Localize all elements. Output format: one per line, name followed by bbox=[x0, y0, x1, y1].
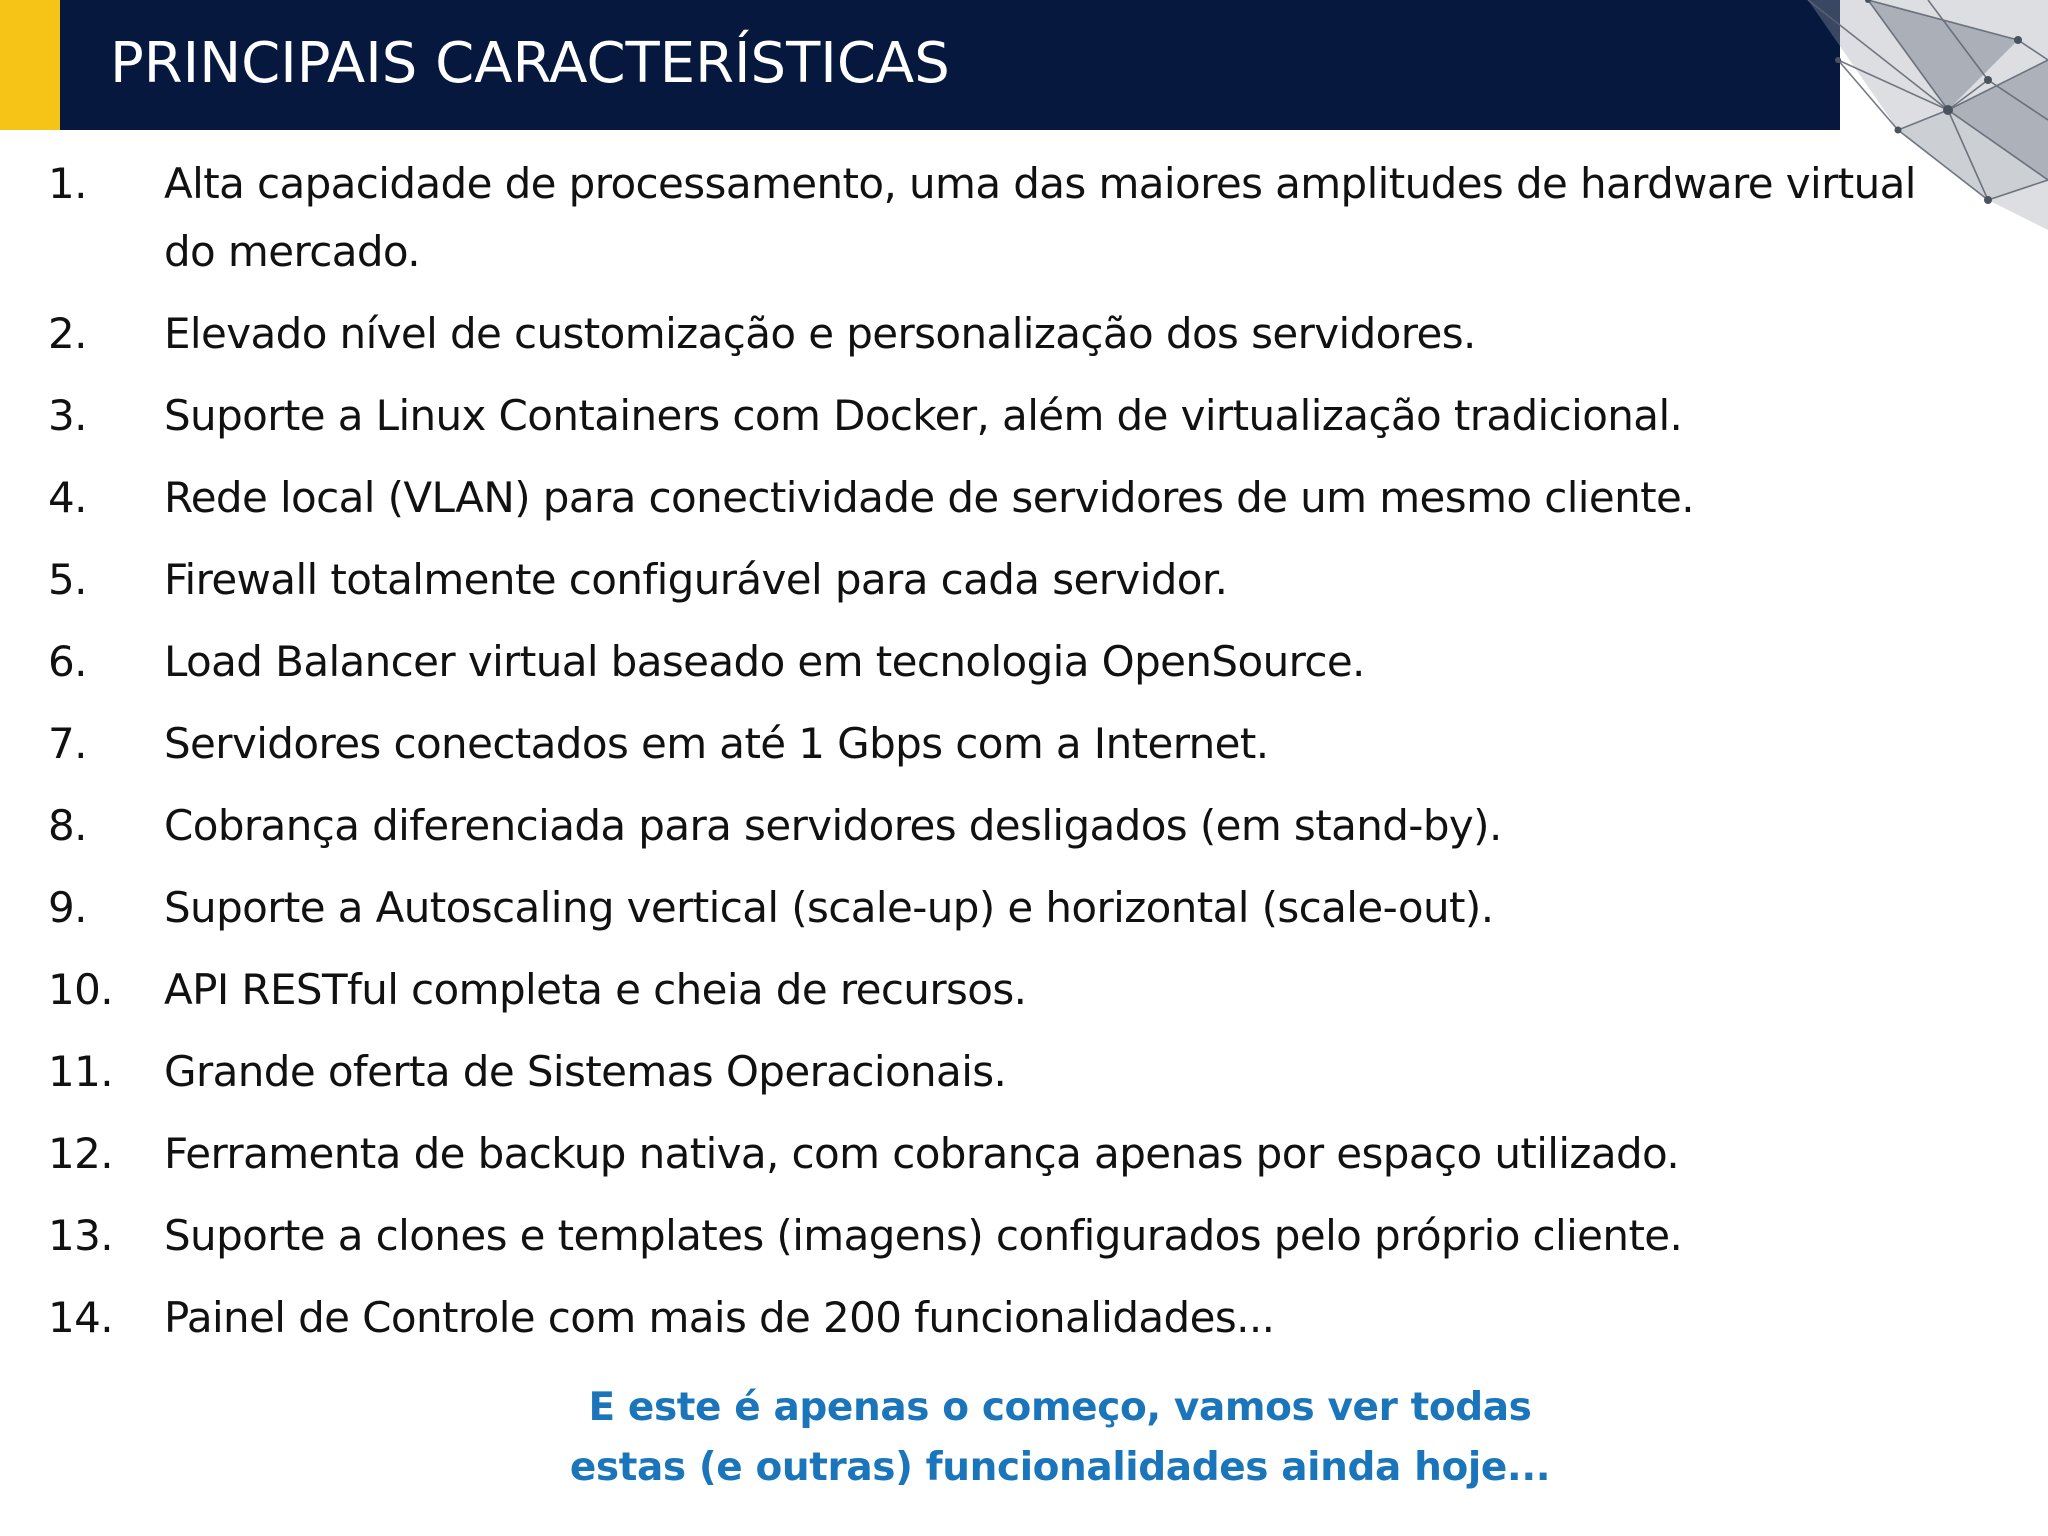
list-item-text: Alta capacidade de processamento, uma das maiores amplitudes de hardware virtual do mercado. bbox=[164, 159, 1916, 276]
list-item-text: Suporte a Linux Containers com Docker, além de virtualização tradicional. bbox=[164, 391, 1683, 440]
list-item bbox=[48, 300, 1978, 368]
footer-note-line: estas (e outras) funcionalidades ainda hoje... bbox=[569, 1445, 1551, 1490]
list-item-text: Rede local (VLAN) para conectividade de servidores de um mesmo cliente. bbox=[164, 473, 1694, 522]
list-item bbox=[48, 874, 1978, 942]
list-item-number: 1. bbox=[48, 159, 87, 208]
list-item-number: 5. bbox=[48, 555, 87, 604]
footer-note-line: E este é apenas o começo, vamos ver todas bbox=[588, 1385, 1532, 1430]
list-item bbox=[48, 1120, 1978, 1188]
list-item bbox=[48, 150, 1978, 286]
list-item-text: API RESTful completa e cheia de recursos. bbox=[164, 965, 1027, 1014]
list-item bbox=[48, 710, 1978, 778]
list-item-text: Firewall totalmente configurável para cada servidor. bbox=[164, 555, 1228, 604]
list-item-text: Ferramenta de backup nativa, com cobrança apenas por espaço utilizado. bbox=[164, 1129, 1680, 1178]
list-item bbox=[48, 1038, 1978, 1106]
list-item-number: 14. bbox=[48, 1293, 113, 1342]
list-item bbox=[48, 546, 1978, 614]
list-item-number: 7. bbox=[48, 719, 87, 768]
list-item-text: Servidores conectados em até 1 Gbps com a Internet. bbox=[164, 719, 1269, 768]
list-item bbox=[48, 792, 1978, 860]
list-item bbox=[48, 1284, 1978, 1352]
list-item-text: Cobrança diferenciada para servidores desligados (em stand-by). bbox=[164, 801, 1502, 850]
list-item-number: 8. bbox=[48, 801, 87, 850]
list-item-number: 4. bbox=[48, 473, 87, 522]
list-item-text: Painel de Controle com mais de 200 funcionalidades... bbox=[164, 1293, 1275, 1342]
list-item-number: 9. bbox=[48, 883, 87, 932]
list-item-number: 11. bbox=[48, 1047, 113, 1096]
list-item bbox=[48, 464, 1978, 532]
page-title: PRINCIPAIS CARACTERÍSTICAS bbox=[110, 31, 950, 96]
list-item-text: Elevado nível de customização e personalização dos servidores. bbox=[164, 309, 1476, 358]
list-item bbox=[48, 1202, 1978, 1270]
list-item bbox=[48, 628, 1978, 696]
list-item-text: Grande oferta de Sistemas Operacionais. bbox=[164, 1047, 1007, 1096]
list-item bbox=[48, 956, 1978, 1024]
feature-list bbox=[48, 150, 1978, 1366]
list-item bbox=[48, 382, 1978, 450]
list-item-number: 6. bbox=[48, 637, 87, 686]
list-item-number: 10. bbox=[48, 965, 113, 1014]
list-item-number: 2. bbox=[48, 309, 87, 358]
accent-stripe bbox=[0, 0, 60, 130]
list-item-text: Suporte a Autoscaling vertical (scale-up) e horizontal (scale-out). bbox=[164, 883, 1494, 932]
list-item-text: Load Balancer virtual baseado em tecnologia OpenSource. bbox=[164, 637, 1365, 686]
list-item-text: Suporte a clones e templates (imagens) configurados pelo próprio cliente. bbox=[164, 1211, 1683, 1260]
list-item-number: 12. bbox=[48, 1129, 113, 1178]
list-item-number: 3. bbox=[48, 391, 87, 440]
list-item-number: 13. bbox=[48, 1211, 113, 1260]
footer-note bbox=[560, 1378, 1560, 1498]
